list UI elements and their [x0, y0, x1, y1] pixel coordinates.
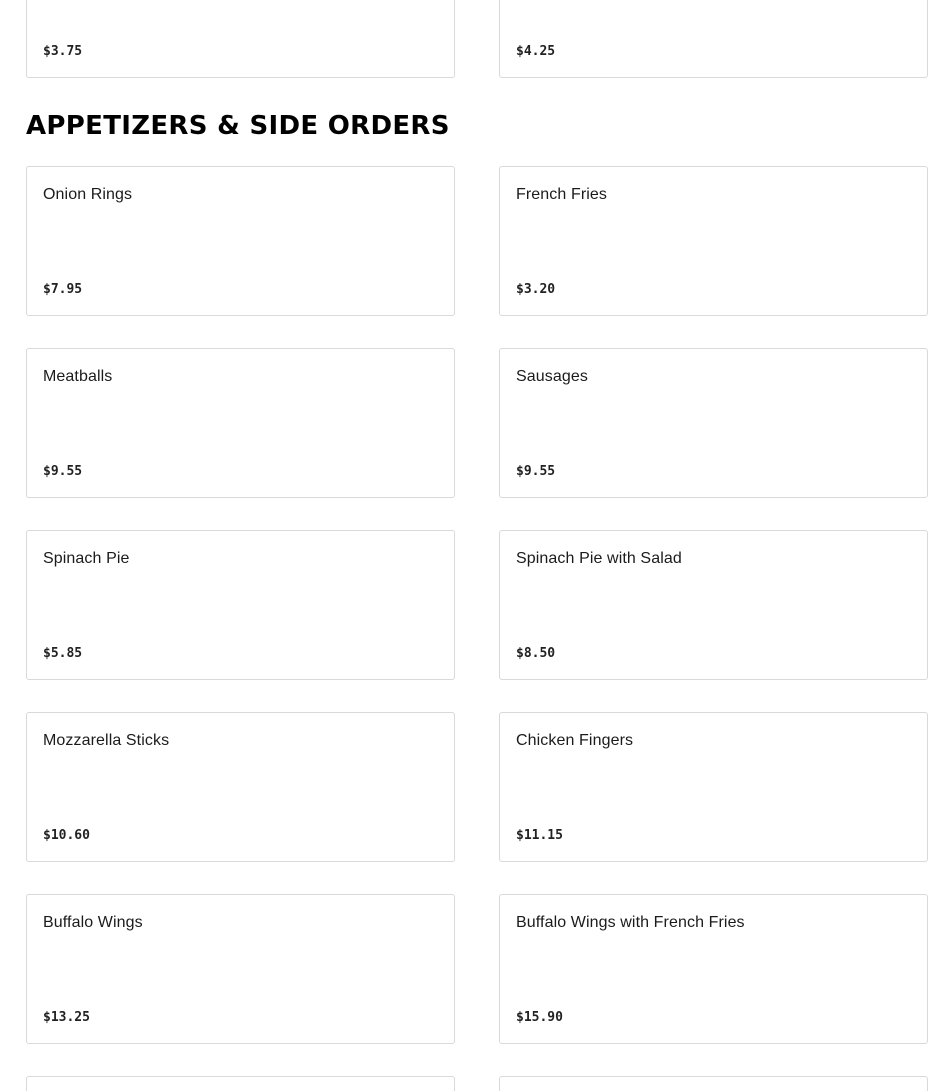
- menu-item-card[interactable]: [26, 348, 455, 498]
- menu-item-name: Onion Rings: [43, 186, 133, 203]
- menu-item-price: $11.15: [516, 828, 563, 843]
- menu-item-card[interactable]: [499, 1076, 928, 1091]
- menu-item-price: $9.55: [43, 464, 83, 479]
- menu-item-price: $3.75: [43, 44, 83, 59]
- menu-item-name: Buffalo Wings: [43, 914, 143, 931]
- menu-item-price: $15.90: [516, 1010, 563, 1025]
- menu-item-name: Chicken Fingers: [516, 732, 634, 749]
- menu-item-card[interactable]: [499, 0, 928, 78]
- section-title: APPETIZERS & SIDE ORDERS: [26, 111, 450, 141]
- menu-item-name: Sausages: [516, 368, 588, 385]
- menu-item-card[interactable]: [499, 894, 928, 1044]
- menu-item-card[interactable]: [26, 894, 455, 1044]
- menu-item-card[interactable]: [499, 530, 928, 680]
- menu-item-card[interactable]: [499, 712, 928, 862]
- menu-item-price: $5.85: [43, 646, 83, 661]
- menu-item-card[interactable]: [499, 166, 928, 316]
- menu-item-name: Buffalo Wings with French Fries: [516, 914, 745, 931]
- menu-item-name: French Fries: [516, 186, 607, 203]
- menu-item-name: Mozzarella Sticks: [43, 732, 170, 749]
- menu-item-price: $8.50: [516, 646, 556, 661]
- menu-item-card[interactable]: [26, 0, 455, 78]
- menu-item-price: $3.20: [516, 282, 556, 297]
- menu-item-price: $4.25: [516, 44, 556, 59]
- menu-item-card[interactable]: [499, 348, 928, 498]
- menu-item-card[interactable]: [26, 166, 455, 316]
- menu-item-name: Meatballs: [43, 368, 113, 385]
- menu-item-name: Spinach Pie with Salad: [516, 550, 682, 567]
- menu-item-price: $7.95: [43, 282, 83, 297]
- menu-item-price: $10.60: [43, 828, 90, 843]
- menu-item-name: Spinach Pie: [43, 550, 130, 567]
- menu-item-price: $13.25: [43, 1010, 90, 1025]
- menu-item-price: $9.55: [516, 464, 556, 479]
- menu-item-card[interactable]: [26, 1076, 455, 1091]
- menu-item-card[interactable]: [26, 712, 455, 862]
- menu-item-card[interactable]: [26, 530, 455, 680]
